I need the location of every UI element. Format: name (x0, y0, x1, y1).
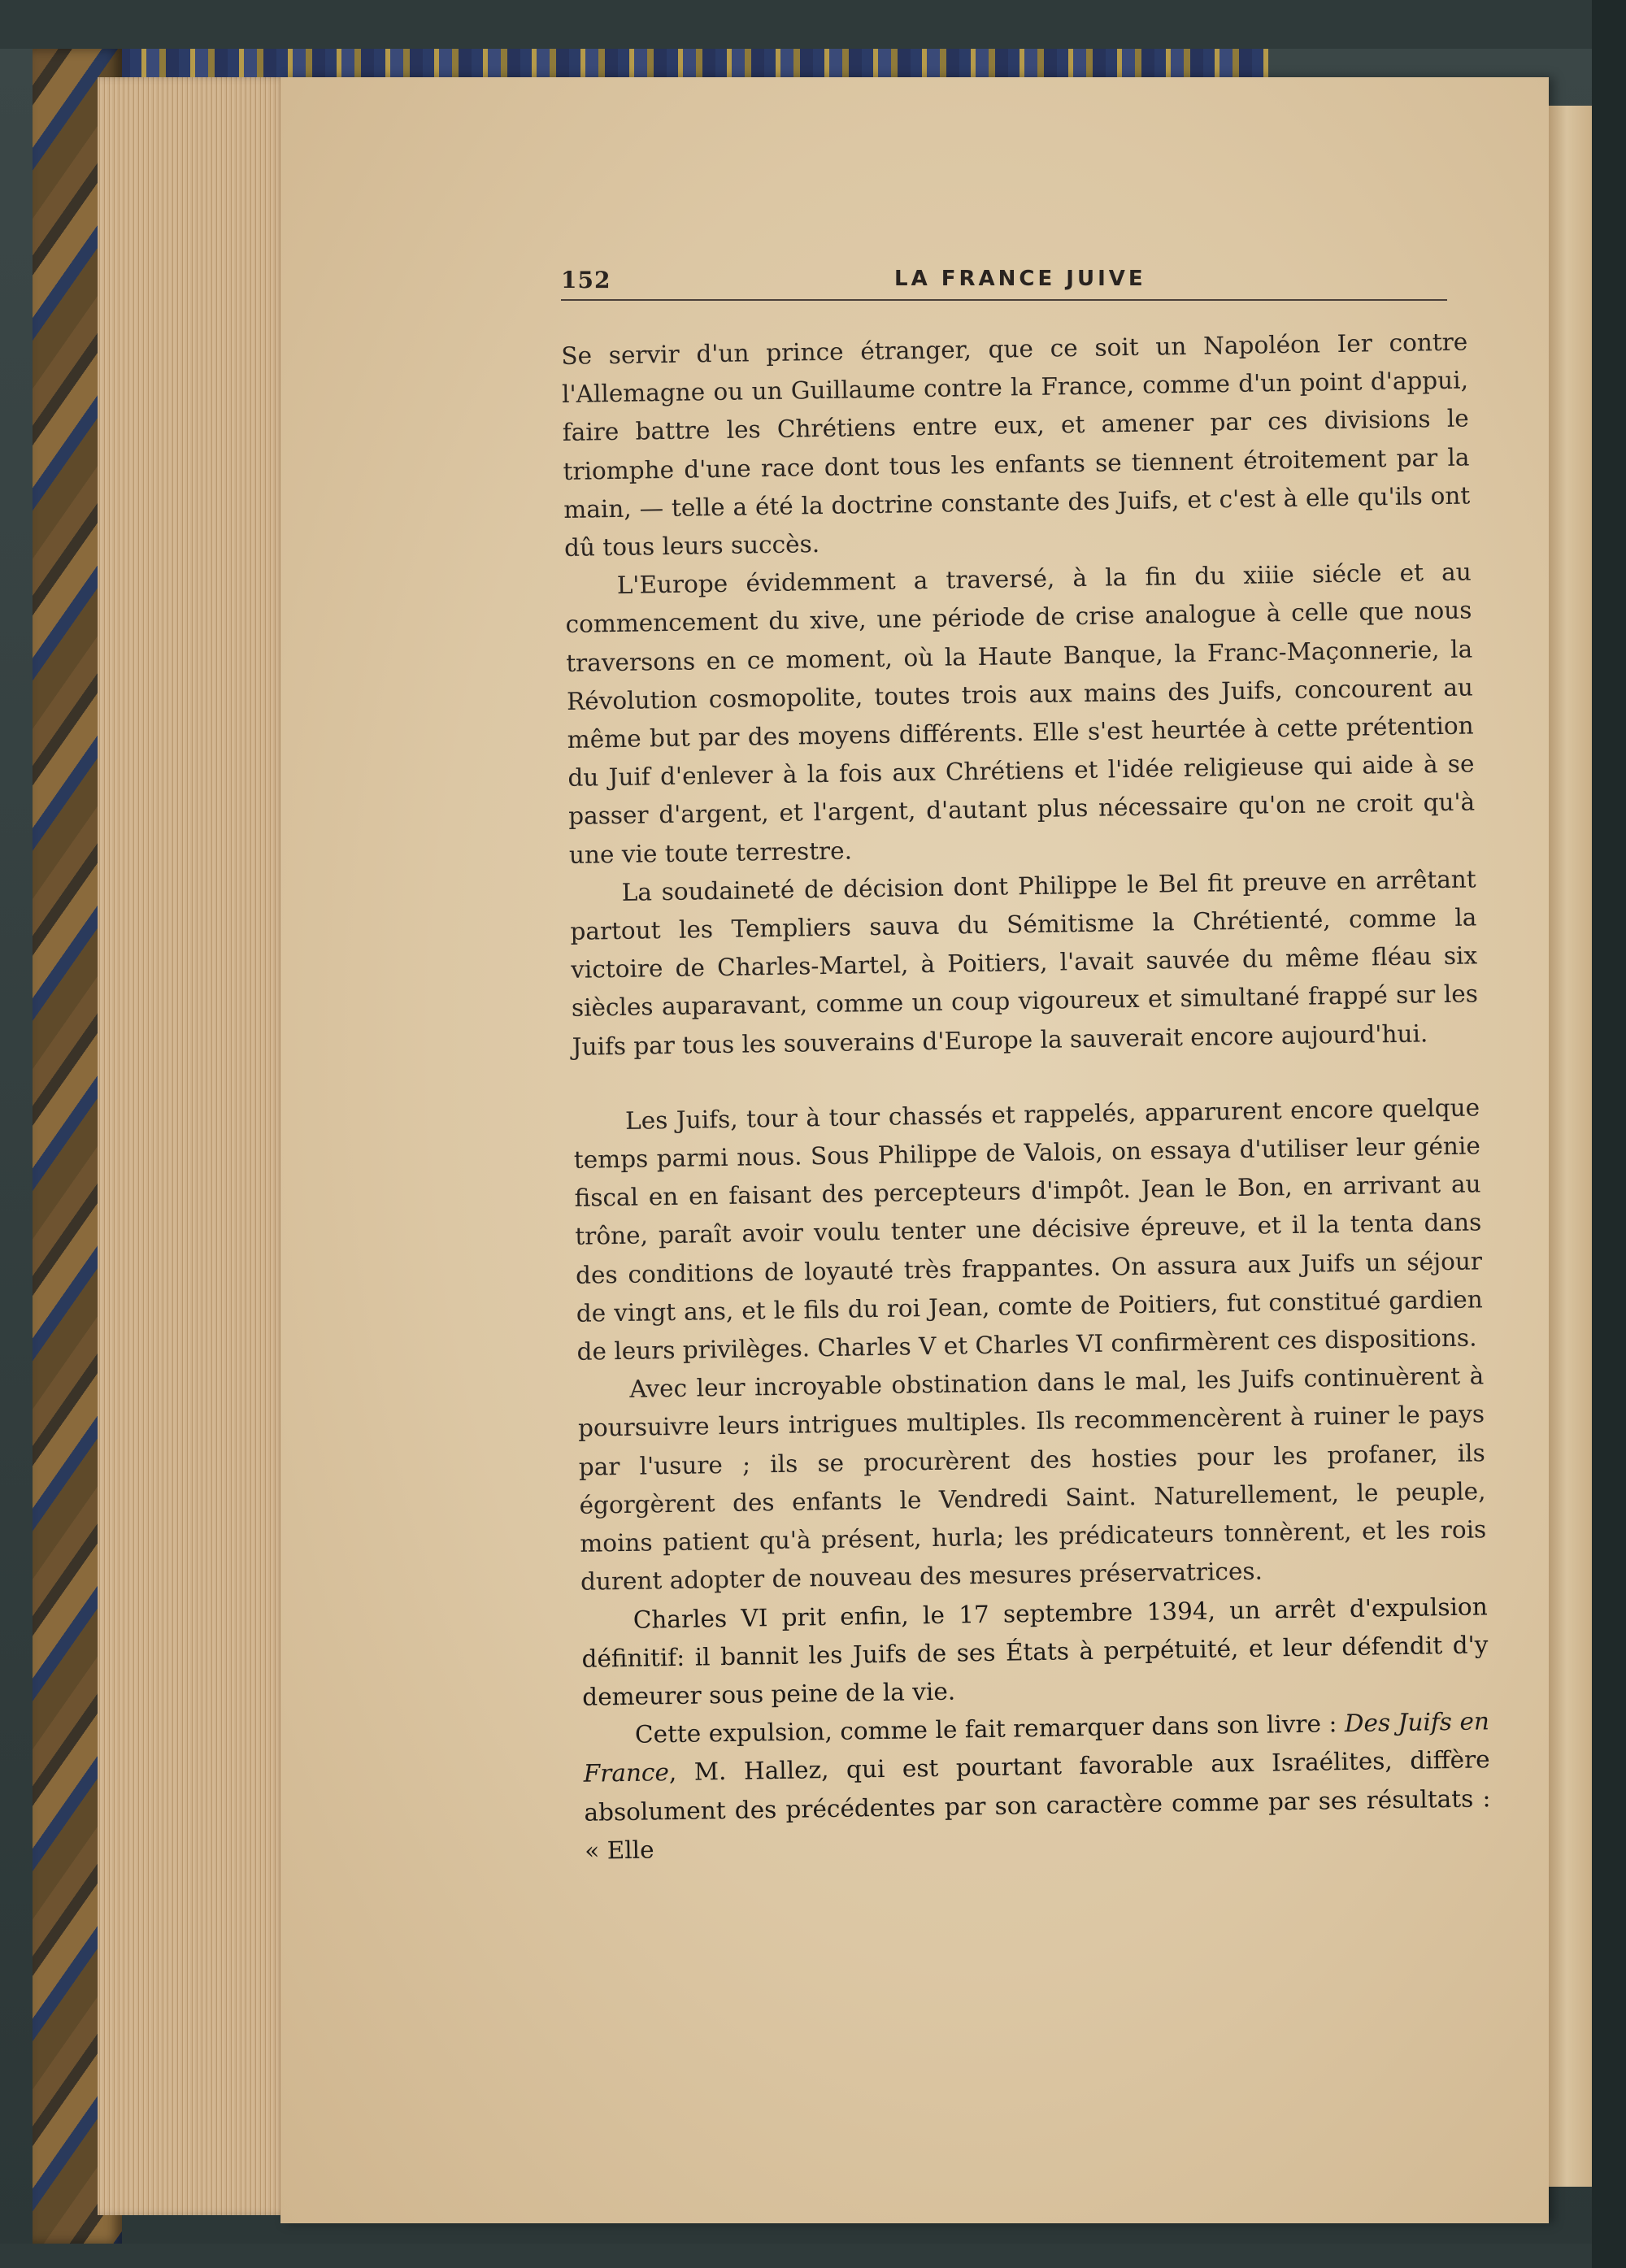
facing-page-edge (1549, 106, 1593, 2187)
paragraph: Se servir d'un prince étranger, que ce soit un Napoléon Ier contre l'Allemagne ou un Guillaume contre la France, comme d'un point d'appui, faire battre les Chrétiens entre eux, et amener par ces divisions le triomphe d'une race dont tous les enfants se tiennent étroitement par la main, — telle a été la doctrine constante des Juifs, et c'est à elle qu'ils ont dû tous leurs succès. (561, 328, 1471, 562)
body-text (561, 323, 1491, 1870)
paragraph: Avec leur incroyable obstination dans le mal, les Juifs continuèrent à poursuivre leurs intrigues multiples. Ils recommencèrent à ruiner le pays par l'usure ; ils se procurèrent des hosties pour les profaner, ils égorgèrent des enfants le Vendredi Saint. Naturellement, le peuple, moins patient qu'à présent, hurla; les prédicateurs tonnèrent, et les rois durent adopter de nouveau des mesures préservatrices. (577, 1362, 1487, 1597)
paragraph: Charles VI prit enfin, le 17 septembre 1394, un arrêt d'expulsion définitif: il bannit les Juifs de ses États à perpétuité, et leur défendit d'y demeurer sous peine de la vie. (581, 1592, 1489, 1711)
running-title: LA FRANCE JUIVE (894, 267, 1146, 291)
paragraph-text: , M. Hallez, qui est pourtant favorable aux Israélites, diffère absolument des précédentes par son caractère comme par ses résultats : « Elle (584, 1745, 1491, 1865)
book-title-italic: Des Juifs en France (583, 1707, 1490, 1788)
page-number: 152 (561, 267, 611, 293)
paragraph (583, 1702, 1492, 1870)
page-edges (98, 77, 293, 2215)
scan-border (1592, 0, 1626, 2268)
paragraph-text: Cette expulsion, comme le fait remarquer dans son livre : (634, 1710, 1346, 1749)
paragraph: Les Juifs, tour à tour chassés et rappelés, apparurent encore quelque temps parmi nous. Sous Philippe de Valois, on essaya d'utiliser leur génie fiscal en en faisant des percepteurs d'impôt. Jean le Bon, en arrivant au trône, paraît avoir voulu tenter une décisive épreuve, et il la tenta dans des conditions de loyauté très frappantes. On assura aux Juifs un séjour de vingt ans, et le fils du roi Jean, comte de Poitiers, fut constitué gardien de leurs privilèges. Charles V et Charles VI confirmèrent ces dispositions. (573, 1093, 1483, 1366)
paragraph: La soudaineté de décision dont Philippe le Bel fit preuve en arrêtant partout les Templiers sauva du Sémitisme la Chrétienté, comme la victoire de Charles-Martel, à Poitiers, l'avait sauvée du même fléau six siècles auparavant, comme un coup vigoureux et simultané frappé sur les Juifs par tous les souverains d'Europe la sauverait encore aujourd'hui. (570, 865, 1479, 1061)
paragraph: L'Europe évidemment a traversé, à la fin du xiiie siécle et au commencement du xive, une période de crise analogue à celle que nous traversons en ce moment, où la Haute Banque, la Franc-Maçonnerie, la Révolution cosmopolite, toutes trois aux mains des Juifs, concourent au même but par des moyens différents. Elle s'est heurtée à cette prétention du Juif d'enlever à la fois aux Chrétiens et l'idée religieuse qui aide à se passer d'argent, et l'argent, d'autant plus nécessaire qu'on ne croit qu'à une vie toute terrestre. (565, 558, 1476, 869)
header-rule (561, 299, 1447, 301)
